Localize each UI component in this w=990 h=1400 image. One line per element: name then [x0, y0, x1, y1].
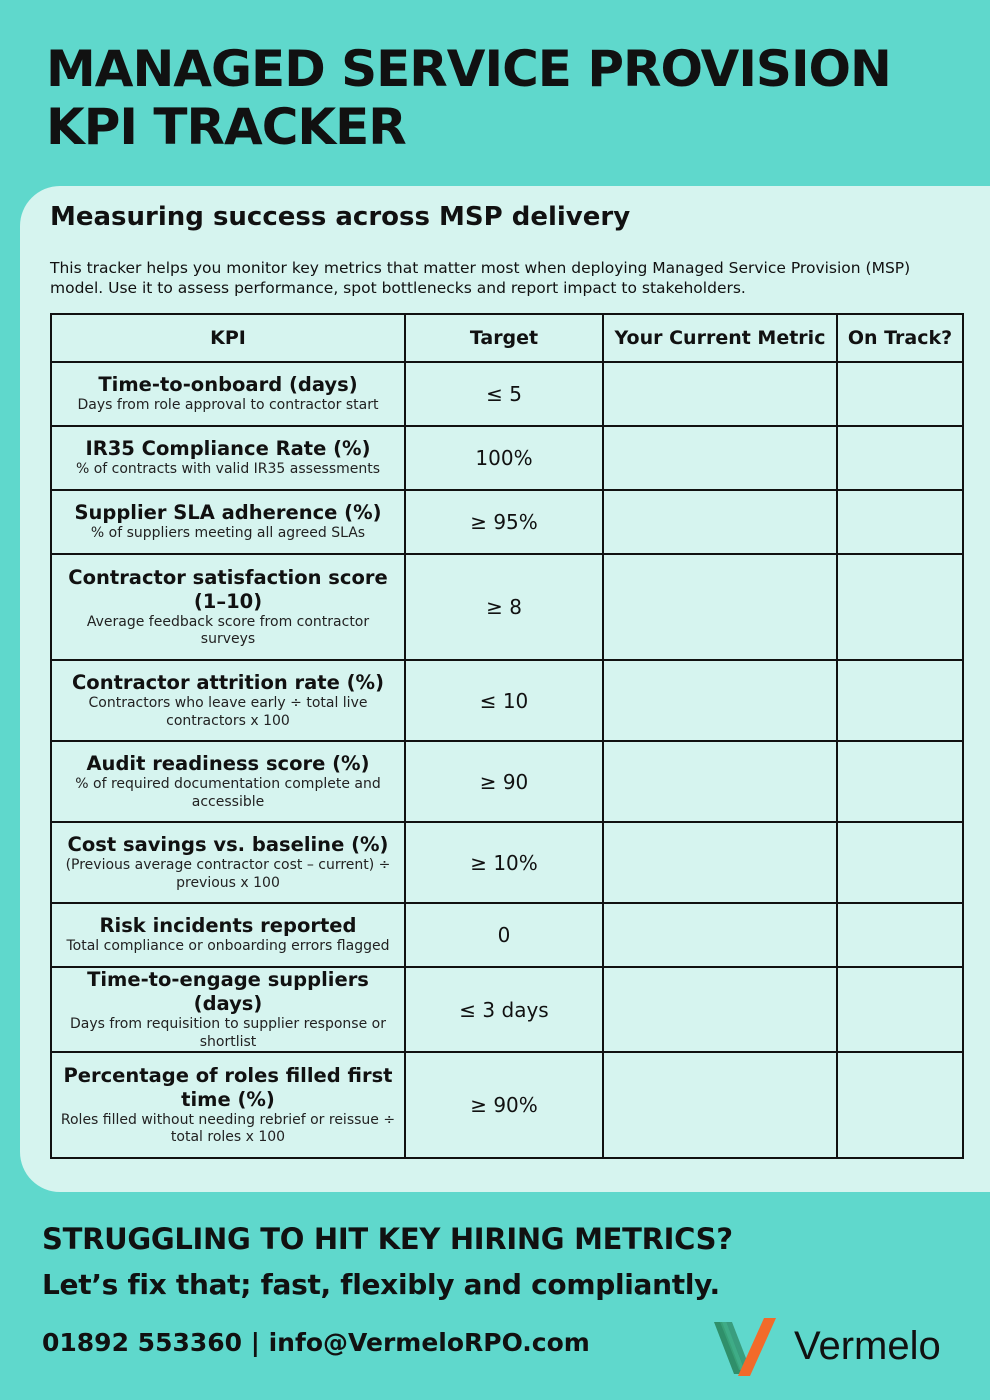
kpi-name: Risk incidents reported: [99, 914, 357, 938]
column-header-kpi: KPI: [51, 314, 405, 362]
target-cell: ≥ 90: [405, 741, 603, 822]
table-row: [51, 554, 963, 660]
on-track-cell[interactable]: [837, 903, 963, 967]
title-line-1: MANAGED SERVICE PROVISION: [46, 40, 891, 98]
kpi-cell: [51, 967, 405, 1052]
table-row: [51, 822, 963, 903]
kpi-cell: [51, 490, 405, 554]
kpi-description: Total compliance or onboarding errors flagged: [66, 938, 390, 955]
kpi-name: IR35 Compliance Rate (%): [85, 437, 371, 461]
target-cell: ≤ 3 days: [405, 967, 603, 1052]
table-row: [51, 903, 963, 967]
current-metric-cell[interactable]: [603, 903, 837, 967]
intro-paragraph: This tracker helps you monitor key metrics that matter most when deploying Managed Service Provision (MSP) model. Use it to assess performance, spot bottlenecks and report impact to stakeholders.: [50, 259, 911, 297]
kpi-name: Audit readiness score (%): [86, 752, 370, 775]
target-cell: ≥ 8: [405, 554, 603, 660]
kpi-description: % of required documentation complete and accessible: [75, 776, 381, 810]
page-title: [46, 40, 946, 156]
kpi-name: Time-to-engage suppliers (days): [87, 968, 369, 1015]
column-header-current-metric: Your Current Metric: [603, 314, 837, 362]
kpi-description: Contractors who leave early ÷ total live contractors x 100: [88, 695, 368, 729]
on-track-cell[interactable]: [837, 490, 963, 554]
on-track-cell[interactable]: [837, 741, 963, 822]
on-track-cell[interactable]: [837, 660, 963, 741]
current-metric-cell[interactable]: [603, 741, 837, 822]
column-header-on-track: On Track?: [837, 314, 963, 362]
kpi-cell: [51, 426, 405, 490]
kpi-cell: [51, 362, 405, 426]
kpi-cell: [51, 660, 405, 741]
kpi-name: Cost savings vs. baseline (%): [67, 833, 389, 856]
target-cell: ≥ 10%: [405, 822, 603, 903]
kpi-cell: [51, 1052, 405, 1158]
target-cell: ≥ 95%: [405, 490, 603, 554]
kpi-description: Days from requisition to supplier response or shortlist: [70, 1016, 386, 1050]
on-track-cell[interactable]: [837, 362, 963, 426]
current-metric-cell[interactable]: [603, 822, 837, 903]
kpi-table: [50, 313, 964, 1159]
target-cell: 0: [405, 903, 603, 967]
cta-subheading: Let’s fix that; fast, flexibly and compliantly.: [42, 1268, 720, 1301]
vermelo-v-mark-icon: [712, 1316, 782, 1380]
kpi-description: Days from role approval to contractor start: [77, 397, 379, 414]
kpi-cell: [51, 822, 405, 903]
column-header-target: Target: [405, 314, 603, 362]
kpi-description: % of contracts with valid IR35 assessments: [75, 461, 381, 478]
kpi-cell: [51, 741, 405, 822]
on-track-cell[interactable]: [837, 1052, 963, 1158]
table-row: [51, 490, 963, 554]
title-line-2: KPI TRACKER: [46, 98, 406, 156]
on-track-cell[interactable]: [837, 554, 963, 660]
current-metric-cell[interactable]: [603, 362, 837, 426]
vermelo-logo: [712, 1316, 962, 1380]
table-row: [51, 362, 963, 426]
on-track-cell[interactable]: [837, 822, 963, 903]
section-subtitle: Measuring success across MSP delivery: [50, 202, 631, 232]
current-metric-cell[interactable]: [603, 1052, 837, 1158]
table-header-row: [51, 314, 963, 362]
logo-wordmark: Vermelo: [794, 1324, 941, 1368]
table-row: [51, 660, 963, 741]
table-row: [51, 1052, 963, 1158]
current-metric-cell[interactable]: [603, 426, 837, 490]
target-cell: ≥ 90%: [405, 1052, 603, 1158]
kpi-description: Average feedback score from contractor surveys: [86, 613, 370, 647]
kpi-name: Contractor attrition rate (%): [71, 671, 385, 694]
current-metric-cell[interactable]: [603, 554, 837, 660]
kpi-cell: [51, 554, 405, 660]
kpi-name: Supplier SLA adherence (%): [74, 501, 382, 525]
cta-heading: STRUGGLING TO HIT KEY HIRING METRICS?: [42, 1222, 733, 1256]
current-metric-cell[interactable]: [603, 967, 837, 1052]
kpi-description: (Previous average contractor cost – current) ÷ previous x 100: [65, 857, 391, 891]
table-row: [51, 741, 963, 822]
current-metric-cell[interactable]: [603, 490, 837, 554]
target-cell: ≤ 10: [405, 660, 603, 741]
table-row: [51, 967, 963, 1052]
kpi-cell: [51, 903, 405, 967]
kpi-name: Time-to-onboard (days): [98, 373, 358, 397]
kpi-name: Percentage of roles filled first time (%): [63, 1063, 393, 1111]
kpi-description: % of suppliers meeting all agreed SLAs: [90, 525, 366, 542]
table-row: [51, 426, 963, 490]
target-cell: ≤ 5: [405, 362, 603, 426]
target-cell: 100%: [405, 426, 603, 490]
on-track-cell[interactable]: [837, 426, 963, 490]
kpi-name: Contractor satisfaction score (1–10): [68, 565, 388, 613]
contact-details[interactable]: 01892 553360 | info@VermeloRPO.com: [42, 1328, 590, 1357]
current-metric-cell[interactable]: [603, 660, 837, 741]
on-track-cell[interactable]: [837, 967, 963, 1052]
kpi-description: Roles filled without needing rebrief or reissue ÷ total roles x 100: [60, 1111, 396, 1145]
